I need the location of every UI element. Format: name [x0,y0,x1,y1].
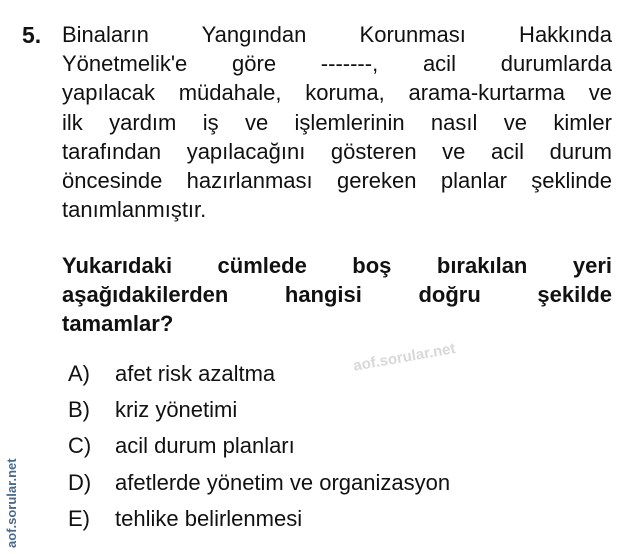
option-text: afet risk azaltma [115,361,276,386]
option-a[interactable] [68,356,450,392]
answer-options [68,356,450,537]
question-number: 5. [22,22,42,48]
option-text: acil durum planları [115,433,295,459]
option-text: kriz yönetimi [115,397,238,423]
option-e[interactable] [68,501,450,537]
stem-line: tarafından yapılacağını gösteren ve acil durum [62,138,612,164]
watermark: aof.sorular.net [352,340,457,375]
stem-line: Yönetmelik'e göre -------, acil durumlarda [62,51,612,77]
question-prompt [62,251,612,338]
option-b[interactable] [68,392,450,428]
option-letter: C) [68,433,92,459]
option-c[interactable] [68,428,450,464]
option-letter: E) [68,505,90,531]
option-text: afetlerde yönetim ve organizasyon [115,469,451,495]
stem-line: yapılacak müdahale, koruma, arama-kurtarma ve [62,80,612,106]
stem-line: öncesinde hazırlanması gereken planlar şeklinde [62,167,612,193]
prompt-line: Yukarıdaki cümlede boş bırakılan yeri [62,253,612,278]
option-text: tehlike belirlenmesi [115,505,303,531]
stem-line: tanımlanmıştır. [62,197,207,223]
option-letter: A) [68,361,90,386]
option-letter: D) [68,469,92,495]
side-watermark: aof.sorular.net [4,458,19,548]
stem-line: ilk yardım iş ve işlemlerinin nasıl ve kimler [62,109,612,135]
prompt-line: tamamlar? [62,311,174,336]
option-d[interactable] [68,465,450,501]
stem-line: Binaların Yangından Korunması Hakkında [62,22,612,47]
question-stem [62,20,612,224]
prompt-line: aşağıdakilerden hangisi doğru şekilde [62,282,612,307]
option-letter: B) [68,397,90,423]
